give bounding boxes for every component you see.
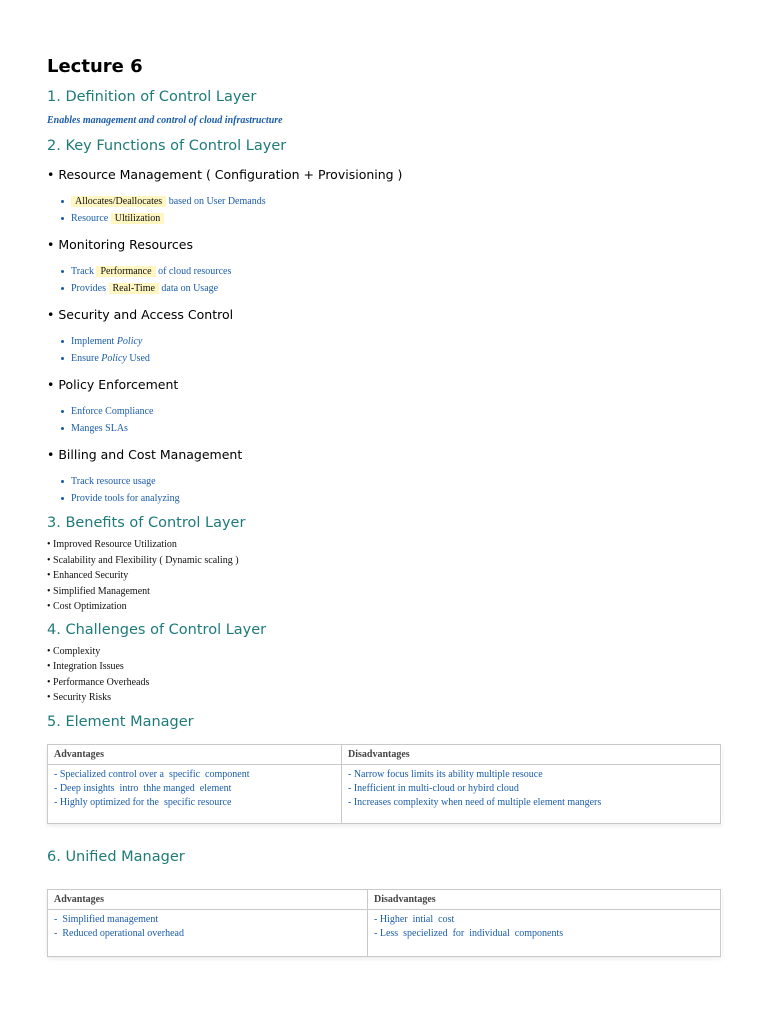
- list-item: • Complexity: [47, 645, 101, 657]
- disadvantages-cell: [368, 909, 721, 956]
- highlighted-term: Real-Time: [109, 283, 159, 294]
- page-title: Lecture 6: [47, 56, 143, 77]
- list-item: • Security Risks: [47, 692, 112, 703]
- function-group-title: • Resource Management ( Configuration + Provisioning ): [47, 167, 403, 182]
- function-group-list: [47, 193, 722, 227]
- list-item: [71, 403, 722, 420]
- list-item: [71, 473, 722, 490]
- function-group-title: • Security and Access Control: [47, 307, 234, 322]
- heading-benefits: 3. Benefits of Control Layer: [47, 515, 246, 531]
- benefits-list: [47, 537, 722, 615]
- highlighted-term: Ultilization: [111, 213, 165, 224]
- table-line: - Higher intial cost: [374, 913, 455, 925]
- advantages-cell: [48, 764, 342, 823]
- list-item: [71, 490, 722, 507]
- list-item: [71, 420, 722, 437]
- function-group-list: [47, 403, 722, 437]
- table-line: - Narrow focus limits its ability multiple resouce: [348, 768, 543, 780]
- heading-challenges: 4. Challenges of Control Layer: [47, 621, 267, 638]
- table-line: - Increases complexity when need of multiple element mangers: [348, 796, 602, 808]
- function-group-list: [47, 473, 722, 507]
- list-item: [71, 210, 722, 227]
- item-text: Provide tools for analyzing: [71, 493, 180, 504]
- item-text: Implement: [71, 336, 117, 347]
- table-header: Advantages: [48, 744, 342, 764]
- italic-term: Policy: [101, 353, 127, 364]
- list-item: • Scalability and Flexibility ( Dynamic scaling ): [47, 554, 239, 566]
- list-item: [71, 280, 722, 297]
- challenges-list: [47, 644, 722, 706]
- item-text: data on Usage: [158, 283, 219, 294]
- heading-definition: 1. Definition of Control Layer: [47, 89, 257, 105]
- document: [47, 56, 722, 957]
- list-item: • Simplified Management: [47, 585, 150, 597]
- element-manager-table: [47, 744, 721, 824]
- list-item: [71, 263, 722, 280]
- unified-manager-table: [47, 889, 721, 957]
- list-item: • Cost Optimization: [47, 601, 127, 612]
- list-item: [71, 350, 722, 367]
- table-header: Disadvantages: [368, 889, 721, 909]
- item-text: Ensure: [71, 353, 102, 364]
- list-item: • Enhanced Security: [47, 570, 129, 581]
- item-text: Used: [126, 353, 150, 364]
- item-text: of cloud resources: [155, 266, 232, 277]
- table-line: - Specialized control over a specific component: [54, 768, 250, 780]
- table-line: - Reduced operational overhead: [54, 927, 184, 939]
- list-item: [71, 333, 722, 350]
- table-line: - Less specielized for individual components: [374, 927, 564, 939]
- item-text: Track: [71, 266, 97, 277]
- item-text: Enforce Compliance: [71, 406, 154, 417]
- item-text: based on User Demands: [166, 196, 266, 207]
- heading-unified-manager: 6. Unified Manager: [47, 848, 185, 865]
- highlighted-term: Performance: [96, 266, 155, 277]
- function-group-list: [47, 333, 722, 367]
- list-item: [71, 193, 722, 210]
- list-item: • Performance Overheads: [47, 676, 150, 688]
- key-functions-groups: [47, 166, 722, 507]
- heading-element-manager: 5. Element Manager: [47, 713, 194, 730]
- unified-manager-table-wrap: [47, 889, 722, 957]
- function-group-title: • Policy Enforcement: [47, 377, 179, 392]
- definition-text: Enables management and control of cloud infrastructure: [47, 115, 283, 126]
- disadvantages-cell: [342, 764, 721, 823]
- italic-term: Policy: [116, 336, 143, 347]
- function-group-title: • Monitoring Resources: [47, 237, 194, 252]
- table-line: - Inefficient in multi-cloud or hybird cloud: [348, 782, 519, 794]
- function-group-list: [47, 263, 722, 297]
- table-header: Disadvantages: [342, 744, 721, 764]
- heading-key-functions: 2. Key Functions of Control Layer: [47, 138, 287, 154]
- table-line: - Simplified management: [54, 913, 159, 925]
- table-line: - Deep insights intro thhe manged element: [54, 782, 232, 794]
- item-text: Provides: [71, 283, 109, 294]
- item-text: Track resource usage: [71, 476, 156, 487]
- list-item: • Integration Issues: [47, 661, 124, 672]
- function-group-title: • Billing and Cost Management: [47, 447, 243, 462]
- list-item: • Improved Resource Utilization: [47, 539, 177, 550]
- advantages-cell: [48, 909, 368, 956]
- table-line: - Highly optimized for the specific resource: [54, 796, 232, 808]
- item-text: Manges SLAs: [71, 423, 128, 434]
- element-manager-table-wrap: [47, 744, 722, 824]
- item-text: Resource: [71, 213, 111, 224]
- highlighted-term: Allocates/Deallocates: [71, 196, 166, 207]
- table-header: Advantages: [48, 889, 368, 909]
